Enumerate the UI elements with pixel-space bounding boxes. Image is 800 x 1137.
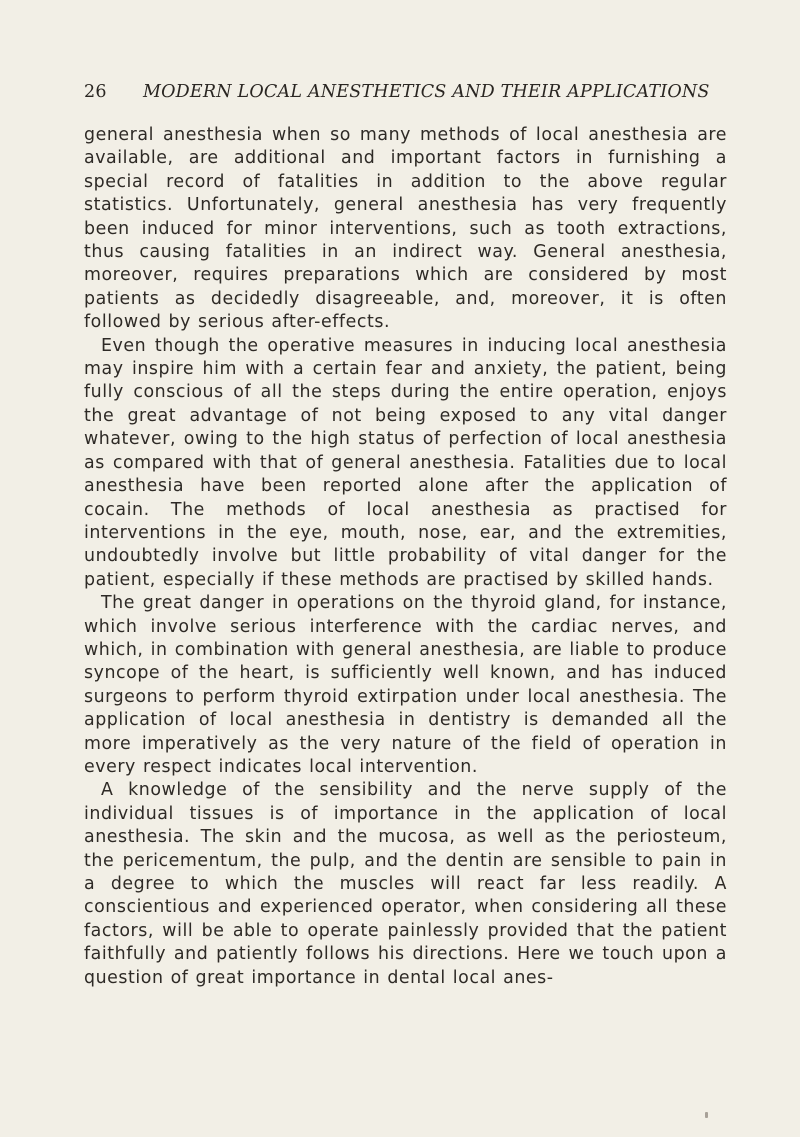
paragraph-1: general anesthesia when so many methods of local anesthesia are available, are additional and important factors in furnishing a special record of fatalities in addition to the above regular statistics. Unfortunately, general anesthesia has very frequently been induced for minor interventions, such as tooth extractions, thus causing fatalities in an indirect way. General anesthesia, moreover, requires preparations which are considered by most patients as decidedly disagreeable, and, moreover, it is often followed by serious after-effects. xyxy=(84,125,727,333)
page-number: 26 xyxy=(84,82,107,102)
paper-speck xyxy=(705,1112,708,1118)
page-header xyxy=(84,82,724,112)
paragraph-3: The great danger in operations on the thyroid gland, for instance, which involve serious interference with the cardiac nerves, and which, in combination with general anesthesia, are liable to produce syncope of the heart, is sufficiently well known, and has induced surgeons to perform thyroid extirpation under local anesthesia. The application of local anesthesia in dentistry is demanded all the more imperatively as the very nature of the field of operation in every respect indicates local intervention. xyxy=(84,593,727,777)
running-title: MODERN LOCAL ANESTHETICS AND THEIR APPLICATIONS xyxy=(143,82,710,102)
paragraph-4: A knowledge of the sensibility and the nerve supply of the individual tissues is of importance in the application of local anesthesia. The skin and the mucosa, as well as the periosteum, the pericementum, the pulp, and the dentin are sensible to pain in a degree to which the muscles will react far less readily. A conscientious and experienced operator, when considering all these factors, will be able to operate painlessly provided that the patient faithfully and patiently follows his directions. Here we touch upon a question of great importance in dental local anes- xyxy=(84,780,727,988)
paragraph-2: Even though the operative measures in inducing local anesthesia may inspire him with a certain fear and anxiety, the patient, being fully conscious of all the steps during the entire operation, enjoys the great advantage of not being exposed to any vital danger whatever, owing to the high status of perfection of local anesthesia as compared with that of general anesthesia. Fatalities due to local anesthesia have been reported alone after the application of cocain. The methods of local anesthesia as practised for interventions in the eye, mouth, nose, ear, and the extremities, undoubtedly involve but little probability of vital danger for the patient, especially if these methods are practised by skilled hands. xyxy=(84,335,727,590)
body-text xyxy=(84,124,727,990)
